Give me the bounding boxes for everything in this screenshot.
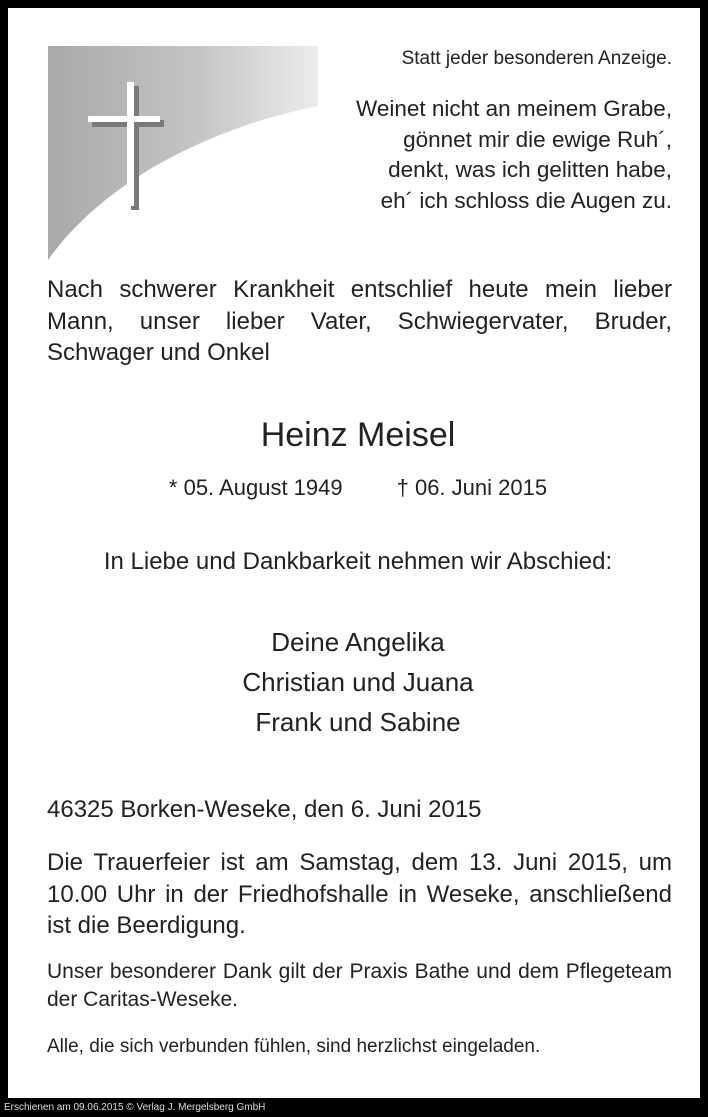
death-date: † 06. Juni 2015	[396, 475, 548, 500]
mourner-name: Frank und Sabine	[255, 707, 461, 737]
thanks-text: Unser besonderer Dank gilt der Praxis Bathe und dem Pflegeteam der Caritas-Weseke.	[47, 960, 672, 1011]
life-dates	[8, 475, 700, 501]
publisher-credit: Erschienen am 09.06.2015 © Verlag J. Mergelsberg GmbH	[4, 1102, 266, 1113]
obituary-notice	[8, 8, 700, 1098]
birth-date: * 05. August 1949	[168, 475, 343, 500]
deceased-name: Heinz Meisel	[260, 416, 456, 454]
poem	[356, 94, 672, 216]
poem-line: eh´ ich schloss die Augen zu.	[380, 187, 672, 213]
intro-line: Statt jeder besonderen Anzeige.	[401, 48, 672, 69]
cross-icon	[48, 46, 318, 260]
poem-line: Weinet nicht an meinem Grabe,	[356, 96, 672, 121]
invitation-text: Alle, die sich verbunden fühlen, sind herzlichst eingeladen.	[47, 1036, 541, 1057]
mourner-name: Deine Angelika	[271, 627, 445, 657]
ceremony-info: Die Trauerfeier ist am Samstag, dem 13. Juni 2015, um 10.00 Uhr in der Friedhofshalle in Weseke, anschließend ist die Beerdigung.	[47, 849, 672, 939]
poem-line: denkt, was ich gelitten habe,	[388, 157, 672, 182]
place-and-date: 46325 Borken-Weseke, den 6. Juni 2015	[47, 796, 482, 823]
poem-line: gönnet mir die ewige Ruh´,	[403, 126, 672, 152]
cross-graphic	[48, 46, 318, 260]
mourners-list	[8, 622, 700, 742]
mourner-name: Christian und Juana	[242, 667, 474, 697]
farewell-text: In Liebe und Dankbarkeit nehmen wir Abschied:	[103, 548, 613, 575]
announcement-text: Nach schwerer Krankheit entschlief heute mein lieber Mann, unser lieber Vater, Schwiegervater, Bruder, Schwager und Onkel	[47, 276, 672, 366]
